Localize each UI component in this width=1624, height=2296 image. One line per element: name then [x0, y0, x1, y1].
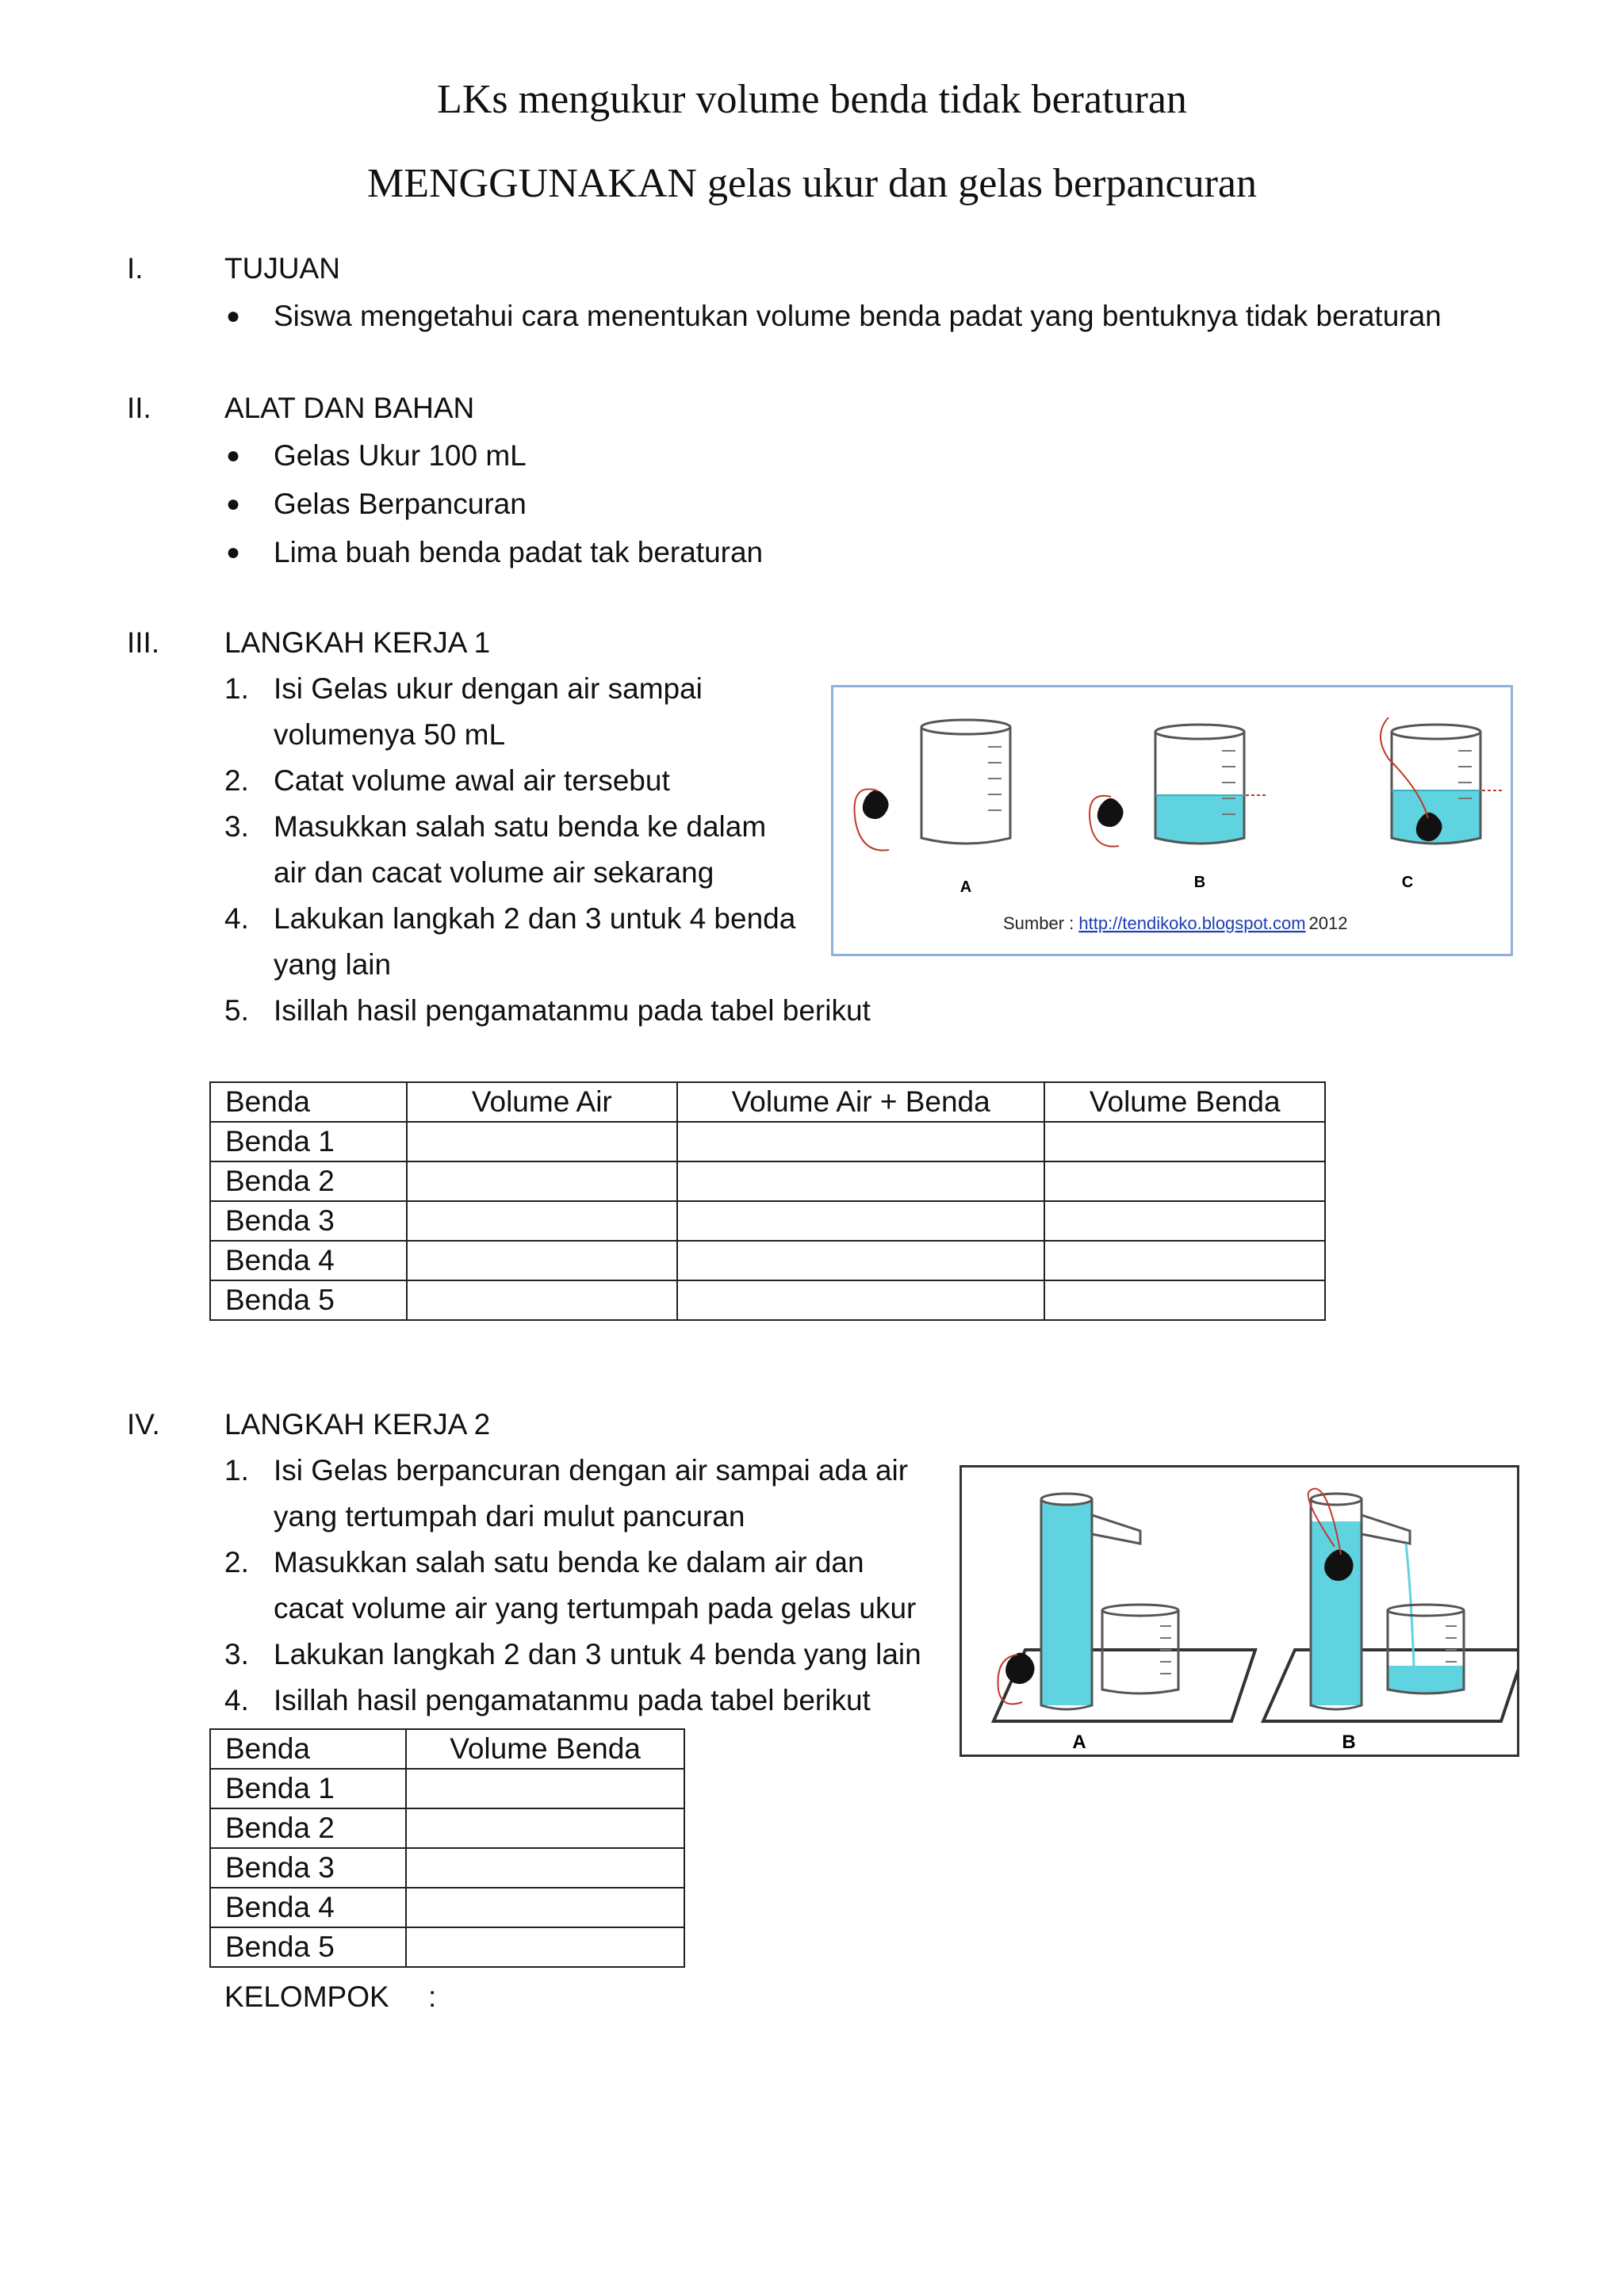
table-row — [210, 1808, 684, 1848]
bullet-icon: ● — [226, 303, 241, 329]
worksheet-subtitle: MENGGUNAKAN gelas ukur dan gelas berpancuran — [366, 161, 1257, 206]
table-cell-object: Benda 2 — [210, 1808, 406, 1848]
table-header: Volume Air — [407, 1082, 677, 1122]
table-cell-empty[interactable] — [1044, 1280, 1325, 1320]
table-row — [210, 1927, 684, 1967]
worksheet-title: LKs mengukur volume benda tidak beraturan — [437, 77, 1187, 122]
table-cell-object: Benda 3 — [210, 1848, 406, 1888]
figure-source — [1003, 913, 1348, 933]
step-text: Masukkan salah satu benda ke dalam — [274, 810, 767, 843]
table-cell-empty[interactable] — [406, 1927, 684, 1967]
section-1-numeral: I. — [127, 252, 144, 285]
section-2-numeral: II. — [127, 392, 151, 424]
table-row — [210, 1769, 684, 1808]
step-text: volumenya 50 mL — [274, 718, 506, 751]
table-cell-object: Benda 5 — [210, 1280, 407, 1320]
table-header-row — [210, 1082, 1325, 1122]
step-text: Lakukan langkah 2 dan 3 untuk 4 benda yang lain — [274, 1638, 921, 1670]
bullet-icon: ● — [226, 491, 241, 517]
table-row — [210, 1201, 1325, 1241]
step-text: cacat volume air yang tertumpah pada gelas ukur — [274, 1592, 917, 1624]
step-number: 1. — [224, 672, 249, 705]
table-cell-empty[interactable] — [407, 1161, 677, 1201]
table-row — [210, 1241, 1325, 1280]
table-header: Benda — [210, 1729, 406, 1769]
step-number: 4. — [224, 1684, 249, 1716]
figure-source-year: 2012 — [1308, 913, 1348, 933]
table-cell-object: Benda 5 — [210, 1927, 406, 1967]
table-header: Volume Benda — [1044, 1082, 1325, 1122]
step-number: 4. — [224, 902, 249, 935]
section-4-heading: LANGKAH KERJA 2 — [224, 1408, 491, 1441]
beaker-a-icon — [855, 720, 1010, 851]
table-cell-empty[interactable] — [407, 1122, 677, 1161]
objective-item: Siswa mengetahui cara menentukan volume benda padat yang bentuknya tidak beraturan — [274, 300, 1442, 332]
table-header: Volume Benda — [406, 1729, 684, 1769]
table-cell-object: Benda 4 — [210, 1241, 407, 1280]
section-1-heading: TUJUAN — [224, 252, 340, 285]
table-row — [210, 1888, 684, 1927]
figure-source-prefix: Sumber : — [1003, 913, 1079, 933]
overflow-can-illustration — [962, 1468, 1517, 1755]
section-3-heading: LANGKAH KERJA 1 — [224, 626, 491, 659]
table-cell-empty[interactable] — [406, 1848, 684, 1888]
step-text: yang lain — [274, 948, 392, 981]
table-cell-empty[interactable] — [677, 1161, 1044, 1201]
step-number: 5. — [224, 994, 249, 1027]
table-cell-empty[interactable] — [406, 1808, 684, 1848]
setup-b-icon — [1263, 1489, 1517, 1753]
table-header: Benda — [210, 1082, 407, 1122]
table-row — [210, 1122, 1325, 1161]
step-text: Masukkan salah satu benda ke dalam air dan — [274, 1546, 864, 1578]
table-row — [210, 1280, 1325, 1320]
observation-table-2 — [209, 1728, 685, 1968]
step-text: Isi Gelas berpancuran dengan air sampai ada air — [274, 1454, 909, 1487]
step-number: 3. — [224, 810, 249, 843]
figure-label: A — [959, 878, 972, 896]
measuring-cylinder-illustration — [833, 687, 1511, 954]
table-cell-empty[interactable] — [677, 1122, 1044, 1161]
table-cell-empty[interactable] — [406, 1769, 684, 1808]
step-text: Isillah hasil pengamatanmu pada tabel berikut — [274, 1684, 871, 1716]
setup-a-icon — [994, 1494, 1255, 1753]
figure-label: A — [1072, 1732, 1086, 1753]
step-text: Catat volume awal air tersebut — [274, 764, 670, 797]
material-item: Gelas Berpancuran — [274, 488, 527, 520]
step-text: air dan cacat volume air sekarang — [274, 856, 714, 889]
table-cell-empty[interactable] — [1044, 1201, 1325, 1241]
table-cell-empty[interactable] — [407, 1280, 677, 1320]
figure-source-link[interactable]: http://tendikoko.blogspot.com — [1078, 913, 1306, 933]
table-cell-empty[interactable] — [407, 1201, 677, 1241]
section-4-numeral: IV. — [127, 1408, 160, 1441]
step-text: Isi Gelas ukur dengan air sampai — [274, 672, 703, 705]
step-number: 1. — [224, 1454, 249, 1487]
section-2-heading: ALAT DAN BAHAN — [224, 392, 475, 424]
table-cell-empty[interactable] — [677, 1280, 1044, 1320]
material-item: Gelas Ukur 100 mL — [274, 439, 527, 472]
table-cell-empty[interactable] — [1044, 1241, 1325, 1280]
table-cell-object: Benda 2 — [210, 1161, 407, 1201]
step-text: Isillah hasil pengamatanmu pada tabel berikut — [274, 994, 871, 1027]
step-number: 2. — [224, 1546, 249, 1578]
group-label: KELOMPOK — [224, 1980, 389, 2013]
table-row — [210, 1161, 1325, 1201]
step-text: yang tertumpah dari mulut pancuran — [274, 1500, 745, 1533]
step-number: 2. — [224, 764, 249, 797]
figure-label: C — [1401, 874, 1414, 891]
table-row — [210, 1848, 684, 1888]
group-colon: : — [428, 1980, 437, 2013]
table-header: Volume Air + Benda — [677, 1082, 1044, 1122]
beaker-b-icon — [1090, 725, 1268, 847]
table-cell-empty[interactable] — [1044, 1122, 1325, 1161]
table-cell-object: Benda 1 — [210, 1769, 406, 1808]
table-cell-empty[interactable] — [1044, 1161, 1325, 1201]
table-cell-empty[interactable] — [406, 1888, 684, 1927]
material-item: Lima buah benda padat tak beraturan — [274, 536, 764, 568]
table-cell-empty[interactable] — [677, 1201, 1044, 1241]
figure-label: B — [1342, 1732, 1356, 1753]
observation-table-1 — [209, 1081, 1326, 1321]
table-cell-empty[interactable] — [407, 1241, 677, 1280]
figure-label: B — [1193, 874, 1206, 891]
beaker-c-icon — [1381, 718, 1504, 844]
section-3-numeral: III. — [127, 626, 160, 659]
table-cell-object: Benda 1 — [210, 1122, 407, 1161]
step-number: 3. — [224, 1638, 249, 1670]
table-header-row — [210, 1729, 684, 1769]
step-text: Lakukan langkah 2 dan 3 untuk 4 benda — [274, 902, 796, 935]
overflow-can-figure — [959, 1465, 1519, 1757]
table-cell-object: Benda 3 — [210, 1201, 407, 1241]
table-cell-empty[interactable] — [677, 1241, 1044, 1280]
bullet-icon: ● — [226, 539, 241, 565]
table-cell-object: Benda 4 — [210, 1888, 406, 1927]
bullet-icon: ● — [226, 442, 241, 469]
measuring-cylinder-figure — [831, 685, 1513, 956]
